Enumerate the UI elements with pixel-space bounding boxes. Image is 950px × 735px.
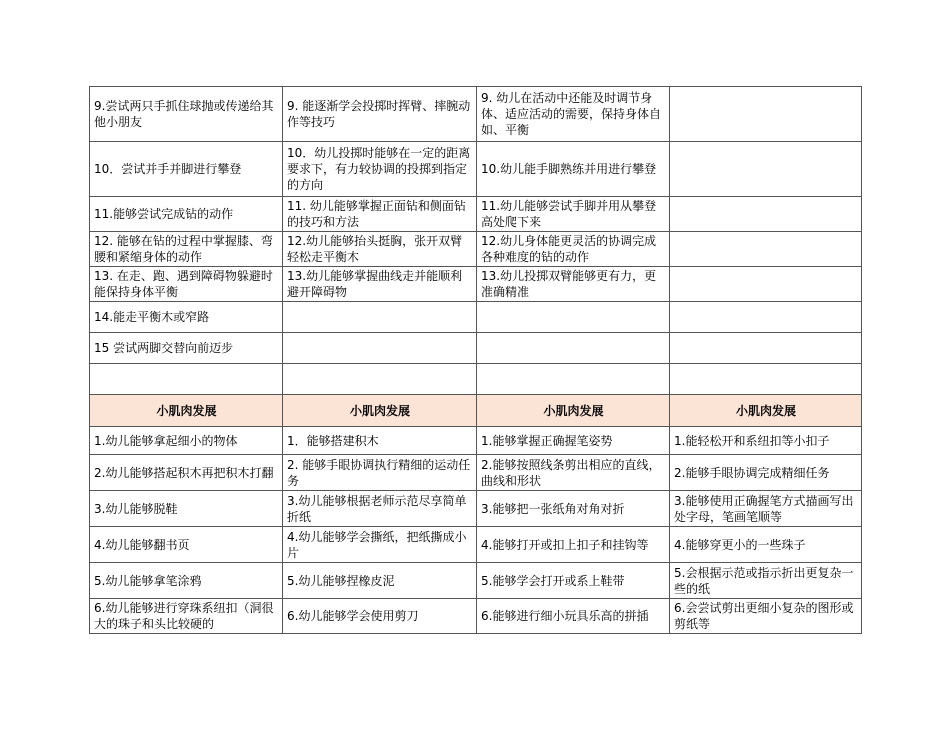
table-row	[90, 427, 862, 455]
table-cell: 6.能够进行细小玩具乐高的拼插	[477, 599, 670, 634]
table-cell: 4.能够打开或扣上扣子和挂钩等	[477, 527, 670, 563]
table-cell: 12.幼儿能够抬头挺胸，张开双臂轻松走平衡木	[283, 232, 477, 267]
table-cell: 5.幼儿能够拿笔涂鸦	[90, 563, 283, 599]
section-header-cell: 小肌肉发展	[670, 395, 862, 427]
table-row	[90, 232, 862, 267]
table-cell	[477, 302, 670, 333]
table-cell: 6.会尝试剪出更细小复杂的图形或剪纸等	[670, 599, 862, 634]
table-cell: 10.幼儿能手脚熟练并用进行攀登	[477, 142, 670, 197]
table-cell	[670, 87, 862, 142]
table-row	[90, 87, 862, 142]
table-row	[90, 455, 862, 491]
table-cell	[670, 333, 862, 364]
table-cell: 6.幼儿能够学会使用剪刀	[283, 599, 477, 634]
table-row	[90, 599, 862, 634]
table-cell: 1.能够掌握正确握笔姿势	[477, 427, 670, 455]
table-cell: 1.能轻松开和系纽扣等小扣子	[670, 427, 862, 455]
table-cell: 4.幼儿能够学会撕纸，把纸撕成小片	[283, 527, 477, 563]
section-header-cell: 小肌肉发展	[283, 395, 477, 427]
table-cell: 10．尝试并手并脚进行攀登	[90, 142, 283, 197]
table-cell: 1．能够搭建积木	[283, 427, 477, 455]
table-cell: 11.能够尝试完成钻的动作	[90, 197, 283, 232]
table-cell: 1.幼儿能够拿起细小的物体	[90, 427, 283, 455]
table-cell: 13. 在走、跑、遇到障碍物躲避时能保持身体平衡	[90, 267, 283, 302]
table-cell: 14.能走平衡木或窄路	[90, 302, 283, 333]
section-header-cell: 小肌肉发展	[90, 395, 283, 427]
table-cell	[670, 142, 862, 197]
table-row	[90, 333, 862, 364]
table-cell: 3.能够使用正确握笔方式描画写出处字母，笔画笔顺等	[670, 491, 862, 527]
table-cell: 4.能够穿更小的一些珠子	[670, 527, 862, 563]
table-cell	[670, 197, 862, 232]
table-cell: 11.幼儿能够尝试手脚并用从攀登高处爬下来	[477, 197, 670, 232]
table-row	[90, 563, 862, 599]
table-cell: 3.幼儿能够根据老师示范尽享简单折纸	[283, 491, 477, 527]
table-cell: 12. 能够在钻的过程中掌握膝、弯腰和紧缩身体的动作	[90, 232, 283, 267]
table-cell: 13.幼儿能够掌握曲线走并能顺利避开障碍物	[283, 267, 477, 302]
section-header-row	[90, 395, 862, 427]
table-cell	[90, 364, 283, 395]
table-cell: 3.能够把一张纸角对角对折	[477, 491, 670, 527]
section-header-cell: 小肌肉发展	[477, 395, 670, 427]
table-cell: 12.幼儿身体能更灵活的协调完成各种难度的钻的动作	[477, 232, 670, 267]
table-cell: 5.能够学会打开或系上鞋带	[477, 563, 670, 599]
table-row	[90, 302, 862, 333]
table-cell	[670, 232, 862, 267]
table-row	[90, 491, 862, 527]
table-cell	[670, 302, 862, 333]
table-row	[90, 364, 862, 395]
table-cell: 15 尝试两脚交替向前迈步	[90, 333, 283, 364]
table-cell	[477, 364, 670, 395]
table-cell: 5.幼儿能够捏橡皮泥	[283, 563, 477, 599]
table-cell: 6.幼儿能够进行穿珠系纽扣（洞很大的珠子和头比较硬的	[90, 599, 283, 634]
table-cell: 2.能够手眼协调完成精细任务	[670, 455, 862, 491]
table-cell: 3.幼儿能够脱鞋	[90, 491, 283, 527]
table-cell	[670, 364, 862, 395]
table-row	[90, 267, 862, 302]
table-row	[90, 142, 862, 197]
table-cell: 2. 能够手眼协调执行精细的运动任务	[283, 455, 477, 491]
table-row	[90, 197, 862, 232]
table-cell: 5.会根据示范或指示折出更复杂一些的纸	[670, 563, 862, 599]
table-cell: 10．幼儿投掷时能够在一定的距离要求下，有力较协调的投掷到指定的方向	[283, 142, 477, 197]
table-cell	[283, 333, 477, 364]
table-cell	[670, 267, 862, 302]
table-cell: 13.幼儿投掷双臂能够更有力，更准确精准	[477, 267, 670, 302]
table-cell: 2.幼儿能够搭起积木再把积木打翻	[90, 455, 283, 491]
table-cell: 9. 幼儿在活动中还能及时调节身体、适应活动的需要，保持身体自如、平衡	[477, 87, 670, 142]
table-cell	[283, 302, 477, 333]
table-row	[90, 527, 862, 563]
table-cell: 2.能够按照线条剪出相应的直线，曲线和形状	[477, 455, 670, 491]
table-cell	[477, 333, 670, 364]
table-cell: 9. 能逐渐学会投掷时挥臂、摔腕动作等技巧	[283, 87, 477, 142]
table-cell: 11. 幼儿能够掌握正面钻和侧面钻的技巧和方法	[283, 197, 477, 232]
table-cell: 4.幼儿能够翻书页	[90, 527, 283, 563]
development-goals-table	[89, 86, 862, 634]
table-cell	[283, 364, 477, 395]
table-cell: 9.尝试两只手抓住球抛或传递给其他小朋友	[90, 87, 283, 142]
